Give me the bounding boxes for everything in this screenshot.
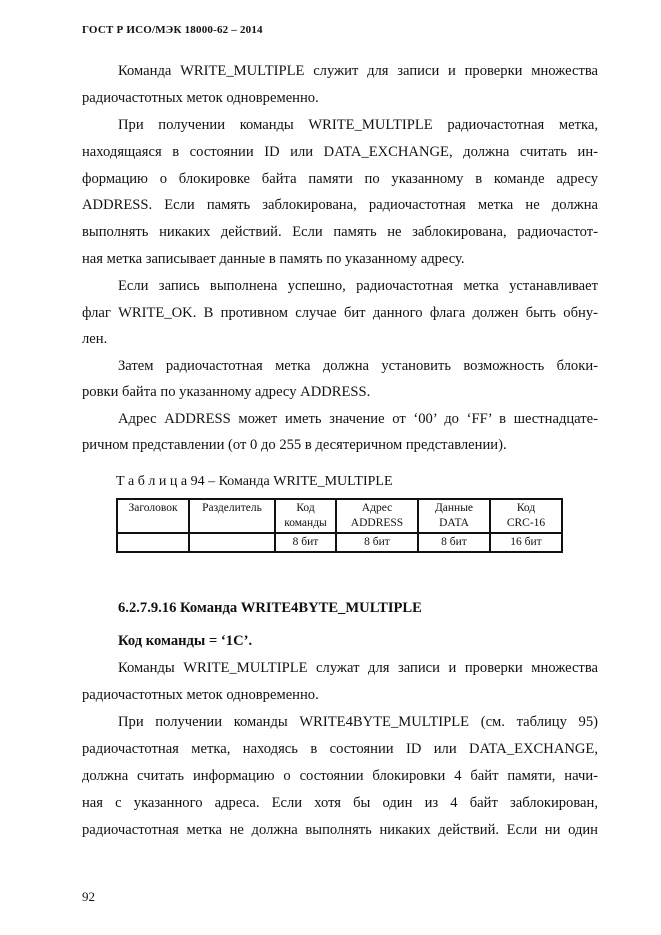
text-line: радиочастотная метка не должна выполнять никаких действий. Если ни один bbox=[82, 822, 598, 838]
header-cell: Заголовок bbox=[117, 499, 189, 533]
text-line: Команда WRITE_MULTIPLE служит для записи и проверки множества bbox=[118, 63, 598, 79]
text-line: Адрес ADDRESS может иметь значение от ‘00’ до ‘FF’ в шестнадцате- bbox=[118, 411, 598, 427]
header-cell: Разделитель bbox=[189, 499, 275, 533]
header-cell: Данные DATA bbox=[418, 499, 490, 533]
table-cell: 8 бит bbox=[336, 533, 418, 552]
text-line: Если запись выполнена успешно, радиочастотная метка устанавливает bbox=[118, 278, 598, 294]
text-line: радиочастотная метка, находясь в состоянии ID или DATA_EXCHANGE, bbox=[82, 741, 598, 757]
table-caption: Т а б л и ц а 94 – Команда WRITE_MULTIPLE bbox=[116, 474, 393, 489]
text-line: ная метка записывает данные в память по указанному адресу. bbox=[82, 251, 465, 267]
command-code: Код команды = ‘1C’. bbox=[118, 633, 253, 649]
text-line: ровки байта по указанному адресу ADDRESS. bbox=[82, 384, 371, 400]
table-row bbox=[117, 533, 562, 552]
header-cell: Код команды bbox=[275, 499, 336, 533]
text-line: флаг WRITE_OK. В противном случае бит данного флага должен быть обну- bbox=[82, 305, 598, 321]
text-line: радиочастотных меток одновременно. bbox=[82, 90, 319, 106]
table-header-row bbox=[117, 499, 562, 533]
table-cell: 8 бит bbox=[275, 533, 336, 552]
text-line: ричном представлении (от 0 до 255 в десятеричном представлении). bbox=[82, 437, 507, 453]
section-title: 6.2.7.9.16 Команда WRITE4BYTE_MULTIPLE bbox=[118, 600, 422, 616]
header-cell: Адрес ADDRESS bbox=[336, 499, 418, 533]
text-line: радиочастотных меток одновременно. bbox=[82, 687, 319, 703]
table-cell bbox=[117, 533, 189, 552]
text-line: ная с указанного адреса. Если хотя бы один из 4 байт заблокирован, bbox=[82, 795, 598, 811]
header-cell: Код CRC-16 bbox=[490, 499, 562, 533]
text-line: находящаяся в состоянии ID или DATA_EXCHANGE, должна считать ин- bbox=[82, 144, 598, 160]
page-number: 92 bbox=[82, 889, 95, 904]
table-cell: 16 бит bbox=[490, 533, 562, 552]
table-cell: 8 бит bbox=[418, 533, 490, 552]
text-line: Затем радиочастотная метка должна установить возможность блоки- bbox=[118, 358, 598, 374]
document-header: ГОСТ Р ИСО/МЭК 18000-62 – 2014 bbox=[82, 24, 263, 36]
text-line: При получении команды WRITE4BYTE_MULTIPLE (см. таблицу 95) bbox=[118, 714, 598, 730]
text-line: Команды WRITE_MULTIPLE служат для записи и проверки множества bbox=[118, 660, 598, 676]
text-line: должна считать информацию о состоянии блокировки 4 байт памяти, начи- bbox=[82, 768, 598, 784]
text-line: лен. bbox=[82, 331, 108, 347]
table-cell bbox=[189, 533, 275, 552]
text-line: выполнять никаких действий. Если память не заблокирована, радиочастот- bbox=[82, 224, 598, 240]
text-line: формацию о блокировке байта памяти по указанному в команде адресу bbox=[82, 171, 598, 187]
text-line: ADDRESS. Если память заблокирована, радиочастотная метка не должна bbox=[82, 197, 598, 213]
command-table bbox=[116, 498, 563, 553]
text-line: При получении команды WRITE_MULTIPLE радиочастотная метка, bbox=[118, 117, 598, 133]
